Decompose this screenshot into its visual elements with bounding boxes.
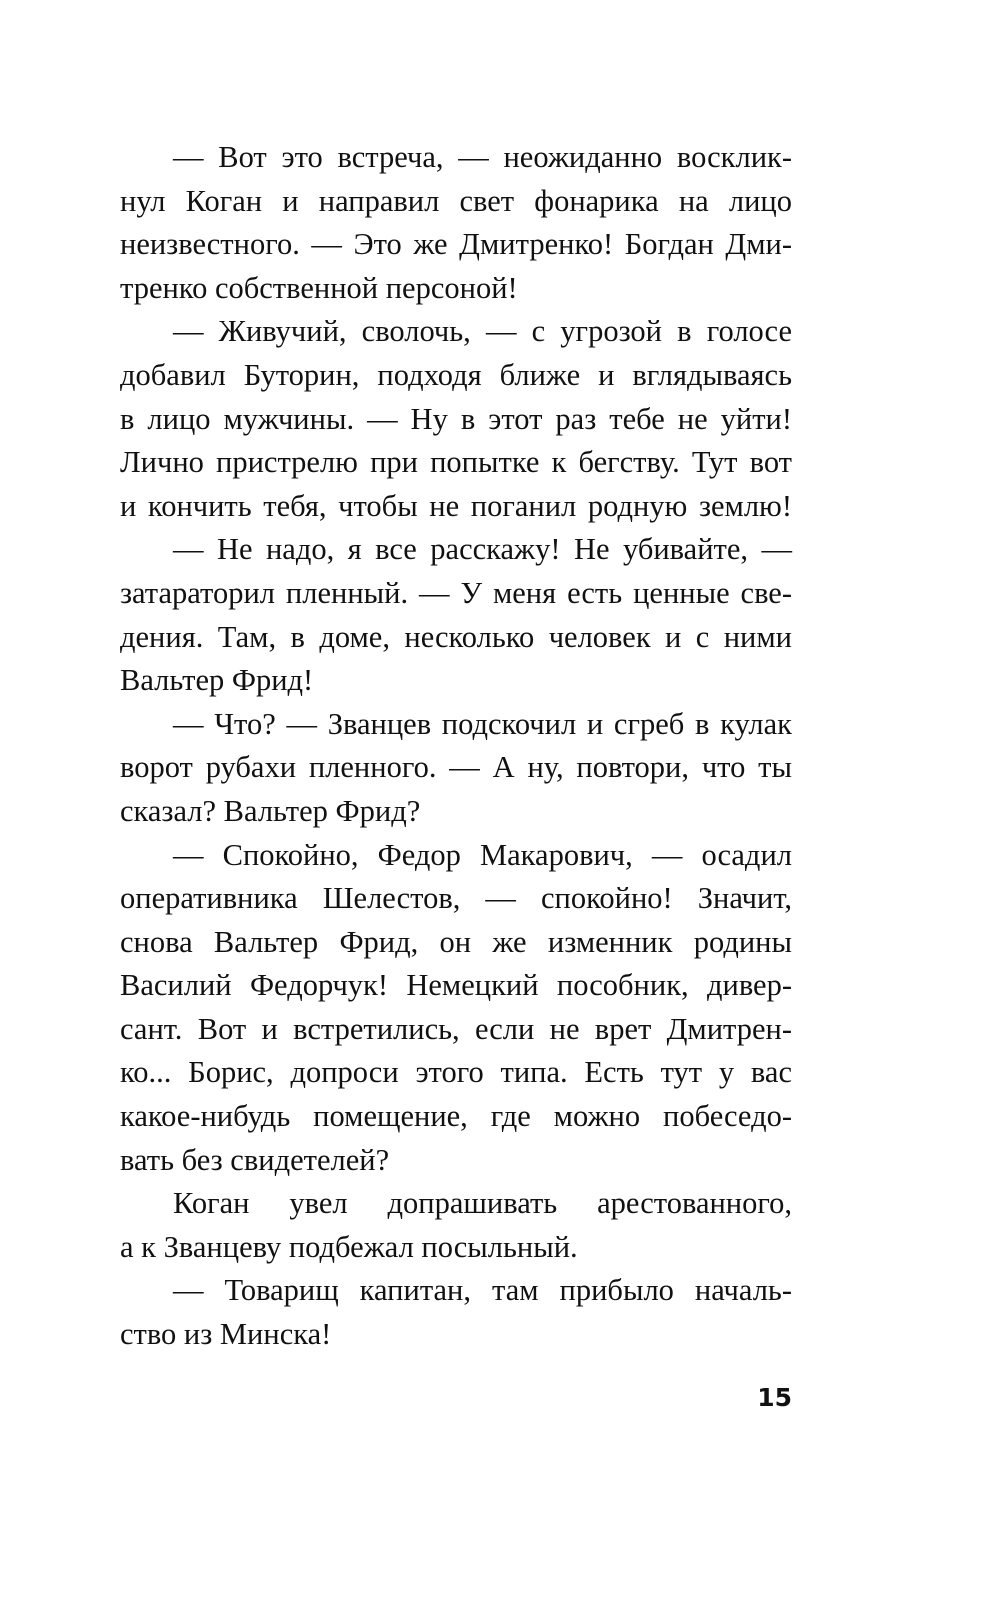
text-line: Вальтер Фрид! bbox=[120, 663, 314, 698]
text-line: оперативника Шелестов, — спокойно! Значит, bbox=[120, 881, 792, 916]
text-line: затараторил пленный. — У меня есть ценные све- bbox=[120, 575, 792, 610]
body-text bbox=[120, 136, 792, 1357]
text-line: — Спокойно, Федор Макарович, — осадил bbox=[173, 837, 792, 872]
text-line: Лично пристрелю при попытке к бегству. Тут вот bbox=[120, 445, 792, 480]
text-line: — Товарищ капитан, там прибыло началь- bbox=[173, 1273, 792, 1308]
text-line: добавил Буторин, подходя ближе и вглядываясь bbox=[120, 357, 792, 392]
page-number: 15 bbox=[757, 1383, 792, 1412]
text-line: дения. Там, в доме, несколько человек и с ними bbox=[120, 619, 792, 654]
text-line: нул Коган и направил свет фонарика на лицо bbox=[120, 183, 792, 218]
text-line: — Что? — Званцев подскочил и сгреб в кулак bbox=[173, 706, 792, 741]
text-line: сант. Вот и встретились, если не врет Дмитрен- bbox=[120, 1011, 792, 1046]
text-line: а к Званцеву подбежал посыльный. bbox=[120, 1229, 578, 1264]
text-line: в лицо мужчины. — Ну в этот раз тебе не уйти! bbox=[120, 401, 792, 436]
text-line: неизвестного. — Это же Дмитренко! Богдан Дми- bbox=[120, 227, 792, 262]
text-line: — Живучий, сволочь, — с угрозой в голосе bbox=[173, 314, 792, 349]
text-line: снова Вальтер Фрид, он же изменник родины bbox=[120, 924, 792, 959]
text-line: тренко собственной персоной! bbox=[120, 270, 518, 305]
text-line: сказал? Вальтер Фрид? bbox=[120, 793, 421, 828]
text-line: — Вот это встреча, — неожиданно восклик- bbox=[173, 140, 792, 174]
text-line: ство из Минска! bbox=[120, 1317, 332, 1352]
text-line: ко... Борис, допроси этого типа. Есть тут у вас bbox=[120, 1055, 792, 1090]
text-line: — Не надо, я все расскажу! Не убивайте, — bbox=[173, 532, 792, 567]
text-line: и кончить тебя, чтобы не поганил родную землю! bbox=[120, 488, 792, 523]
text-line: ворот рубахи пленного. — А ну, повтори, что ты bbox=[120, 750, 792, 785]
text-line: вать без свидетелей? bbox=[120, 1142, 390, 1177]
text-line: Коган увел допрашивать арестованного, bbox=[173, 1186, 792, 1221]
text-line: Василий Федорчук! Немецкий пособник, дивер- bbox=[120, 968, 792, 1003]
text-line: какое-нибудь помещение, где можно побеседо- bbox=[120, 1099, 792, 1134]
